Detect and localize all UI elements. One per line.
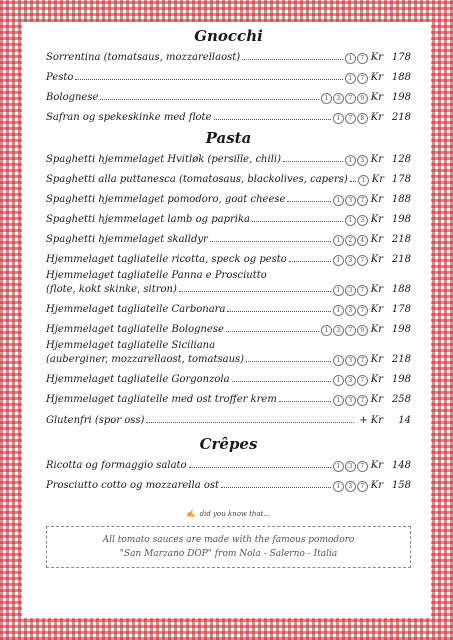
menu-item xyxy=(46,368,411,388)
allergen-list xyxy=(333,305,368,316)
menu-item-price: 198 xyxy=(391,374,411,385)
allergen-icon: 3 xyxy=(345,355,356,366)
allergen-list xyxy=(333,461,368,472)
menu-item-name: Spaghetti hjemmelaget skalldyr xyxy=(46,234,208,245)
allergen-icon: 1 xyxy=(345,53,356,64)
menu-item-price: 188 xyxy=(391,284,411,295)
allergen-icon: 1 xyxy=(333,195,344,206)
menu-item-name: Spaghetti hjemmelaget Hvitløk (persille, chili) xyxy=(46,154,281,165)
currency-label: Kr xyxy=(370,394,383,405)
section-crepes xyxy=(46,434,411,494)
menu-item-name: Hjemmelaget tagliatelle Gorgonzola xyxy=(46,374,230,385)
section-pasta xyxy=(46,128,411,428)
allergen-list xyxy=(345,215,368,226)
note-line-1: All tomato sauces are made with the famous pomodoro xyxy=(102,535,355,545)
menu-item-price: 188 xyxy=(391,194,411,205)
allergen-list xyxy=(333,195,368,206)
allergen-icon: 7 xyxy=(345,325,356,336)
currency-label: Kr xyxy=(370,194,383,205)
menu-item-name: Prosciutto cotto og mozzarella ost xyxy=(46,480,220,491)
allergen-icon: 7 xyxy=(357,255,368,266)
menu-item-line xyxy=(46,174,411,186)
menu-item xyxy=(46,228,411,248)
menu-page xyxy=(22,22,431,618)
section-title-crepes: Crêpes xyxy=(199,435,258,453)
menu-item-line xyxy=(46,194,411,206)
menu-item-line xyxy=(46,324,411,336)
allergen-icon: 1 xyxy=(321,325,332,336)
currency-label: Kr xyxy=(371,174,385,185)
menu-item xyxy=(46,168,411,188)
dot-leader xyxy=(189,467,331,468)
currency-label: Kr xyxy=(370,154,383,165)
menu-item-name: Bolognese xyxy=(46,92,99,103)
menu-item-line xyxy=(46,52,411,64)
dot-leader xyxy=(227,311,330,312)
allergen-icon: 1 xyxy=(333,235,344,246)
note-lead-text: did you know that... xyxy=(199,510,271,518)
allergen-icon: 1 xyxy=(333,305,344,316)
allergen-icon: 3 xyxy=(345,395,356,406)
dot-leader xyxy=(283,161,343,162)
dot-leader xyxy=(289,261,331,262)
dot-leader xyxy=(252,221,343,222)
allergen-icon: 3 xyxy=(333,325,344,336)
allergen-icon: 3 xyxy=(333,93,344,104)
menu-item-name: (flote, kokt skinke, sitron) xyxy=(46,284,177,295)
dot-leader xyxy=(75,79,342,80)
menu-item-price: 14 xyxy=(398,415,411,426)
menu-item xyxy=(46,148,411,168)
currency-label: Kr xyxy=(370,324,383,335)
menu-item-price: 258 xyxy=(391,394,411,405)
allergen-icon: 1 xyxy=(358,175,369,186)
menu-item xyxy=(46,298,411,318)
menu-content xyxy=(46,26,411,568)
menu-item xyxy=(46,338,411,368)
menu-item-price: 178 xyxy=(391,52,411,63)
allergen-list xyxy=(333,375,368,386)
menu-item-price: 198 xyxy=(391,214,411,225)
section-title-pasta: Pasta xyxy=(205,129,252,147)
menu-item-price: 218 xyxy=(391,112,411,123)
menu-item-price: 178 xyxy=(391,304,411,315)
currency-label: Kr xyxy=(370,374,383,385)
allergen-icon: 7 xyxy=(357,375,368,386)
dot-leader xyxy=(210,241,331,242)
allergen-icon: 1 xyxy=(333,255,344,266)
currency-label: Kr xyxy=(370,214,383,225)
menu-item-line xyxy=(46,254,411,266)
allergen-icon: 1 xyxy=(333,481,344,492)
menu-item-name: Sorrentina (tomatsaus, mozzarellaost) xyxy=(46,52,241,63)
allergen-icon: 2 xyxy=(345,235,356,246)
dot-leader xyxy=(221,487,331,488)
currency-label: Kr xyxy=(370,92,383,103)
allergen-icon: 9 xyxy=(357,93,368,104)
menu-item-price: 198 xyxy=(391,92,411,103)
section-gnocchi xyxy=(46,26,411,126)
menu-item-line xyxy=(46,304,411,316)
dot-leader xyxy=(226,331,319,332)
currency-label: Kr xyxy=(370,354,383,365)
allergen-icon: 3 xyxy=(345,375,356,386)
allergen-icon: 1 xyxy=(321,93,332,104)
menu-item xyxy=(46,46,411,66)
allergen-icon: 3 xyxy=(357,155,368,166)
menu-item-name: Glutenfri (spor oss) xyxy=(46,415,145,426)
allergen-list xyxy=(345,155,368,166)
menu-item-price: 148 xyxy=(391,460,411,471)
allergen-icon: 3 xyxy=(345,305,356,316)
allergen-list xyxy=(333,481,368,492)
allergen-icon: 3 xyxy=(357,215,368,226)
menu-item xyxy=(46,66,411,86)
menu-item-line xyxy=(46,354,411,366)
allergen-icon: 1 xyxy=(333,285,344,296)
allergen-icon: 7 xyxy=(345,93,356,104)
menu-item-price: 188 xyxy=(391,72,411,83)
menu-item-price: 128 xyxy=(391,154,411,165)
note-box xyxy=(46,526,411,568)
allergen-icon: 3 xyxy=(345,255,356,266)
pencil-icon: ✍ xyxy=(186,510,196,518)
allergen-icon: 7 xyxy=(357,73,368,84)
gnocchi-list xyxy=(46,46,411,126)
crepes-list xyxy=(46,454,411,494)
menu-item-line xyxy=(46,214,411,226)
menu-item-name-top: Hjemmelaget tagliatelle Siciliana xyxy=(46,340,216,351)
dot-leader xyxy=(100,99,318,100)
menu-item-name: Pesto xyxy=(46,72,74,83)
menu-item-line xyxy=(46,480,411,492)
dot-leader xyxy=(179,291,331,292)
allergen-icon: 7 xyxy=(357,195,368,206)
menu-item xyxy=(46,86,411,106)
dot-leader xyxy=(279,401,331,402)
menu-item-price: 178 xyxy=(391,174,411,185)
allergen-icon: 1 xyxy=(333,395,344,406)
menu-item xyxy=(46,188,411,208)
menu-item-line xyxy=(46,374,411,386)
menu-item xyxy=(46,318,411,338)
dot-leader xyxy=(214,119,331,120)
menu-item-name: Hjemmelaget tagliatelle Carbonara xyxy=(46,304,226,315)
menu-item-price: 218 xyxy=(391,254,411,265)
allergen-list xyxy=(333,113,368,124)
allergen-list xyxy=(345,73,368,84)
dot-leader xyxy=(146,422,354,423)
currency-label: Kr xyxy=(370,72,383,83)
allergen-list xyxy=(321,325,368,336)
currency-label: Kr xyxy=(370,284,383,295)
currency-label: Kr xyxy=(370,460,383,471)
dot-leader xyxy=(287,201,330,202)
note-line-2: "San Marzano DOP" from Nola - Salerno - Italia xyxy=(119,549,338,559)
menu-item-price: 158 xyxy=(391,480,411,491)
menu-item xyxy=(46,248,411,268)
menu-item-line xyxy=(46,394,411,406)
menu-item-name: (auberginer, mozzarellaost, tomatsaus) xyxy=(46,354,245,365)
allergen-list xyxy=(345,53,368,64)
allergen-list xyxy=(358,175,369,186)
allergen-list xyxy=(333,355,368,366)
menu-item xyxy=(46,106,411,126)
allergen-list xyxy=(333,285,368,296)
allergen-icon: 7 xyxy=(357,461,368,472)
currency-label: Kr xyxy=(370,52,383,63)
menu-item xyxy=(46,268,411,298)
allergen-list xyxy=(333,395,368,406)
allergen-icon: 9 xyxy=(357,325,368,336)
menu-item-name: Safran og spekeskinke med flote xyxy=(46,112,212,123)
allergen-icon: 3 xyxy=(345,481,356,492)
allergen-icon: 1 xyxy=(345,215,356,226)
section-title-gnocchi: Gnocchi xyxy=(194,27,263,45)
allergen-icon: 1 xyxy=(333,355,344,366)
allergen-icon: 3 xyxy=(345,461,356,472)
allergen-icon: 1 xyxy=(333,461,344,472)
currency-label: + Kr xyxy=(359,415,383,426)
allergen-icon: 1 xyxy=(345,73,356,84)
pasta-list xyxy=(46,148,411,428)
menu-item-line xyxy=(46,92,411,104)
currency-label: Kr xyxy=(370,254,383,265)
allergen-icon: 7 xyxy=(357,285,368,296)
allergen-icon: 7 xyxy=(357,53,368,64)
currency-label: Kr xyxy=(370,304,383,315)
note-lead xyxy=(46,510,411,522)
dot-leader xyxy=(246,361,331,362)
menu-item xyxy=(46,474,411,494)
allergen-icon: 7 xyxy=(357,355,368,366)
menu-item-price: 218 xyxy=(391,234,411,245)
allergen-icon: 3 xyxy=(345,285,356,296)
allergen-icon: 1 xyxy=(333,113,344,124)
allergen-icon: 7 xyxy=(357,305,368,316)
menu-item-name: Spaghetti alla puttanesca (tomatosaus, blackolives, capers) xyxy=(46,174,348,185)
menu-item xyxy=(46,388,411,408)
allergen-icon: 7 xyxy=(357,481,368,492)
allergen-icon: 3 xyxy=(345,195,356,206)
allergen-list xyxy=(333,255,368,266)
menu-item-line xyxy=(46,284,411,296)
allergen-icon: 7 xyxy=(357,395,368,406)
menu-item-line xyxy=(46,234,411,246)
currency-label: Kr xyxy=(370,234,383,245)
currency-label: Kr xyxy=(370,480,383,491)
allergen-icon: 4 xyxy=(357,235,368,246)
allergen-icon: 7 xyxy=(345,113,356,124)
menu-item-line xyxy=(46,154,411,166)
allergen-list xyxy=(333,235,368,246)
allergen-icon: 1 xyxy=(345,155,356,166)
menu-item xyxy=(46,408,411,428)
dot-leader xyxy=(232,381,331,382)
menu-item-line xyxy=(46,72,411,84)
menu-item-name: Spaghetti hjemmelaget lamb og paprika xyxy=(46,214,250,225)
allergen-icon: 8 xyxy=(357,113,368,124)
menu-item-price: 198 xyxy=(391,324,411,335)
allergen-list xyxy=(321,93,368,104)
currency-label: Kr xyxy=(370,112,383,123)
allergen-icon: 1 xyxy=(333,375,344,386)
menu-item-name: Ricotta og formaggio salato xyxy=(46,460,187,471)
menu-item-name: Spaghetti hjemmelaget pomodoro, goat cheese xyxy=(46,194,286,205)
menu-item-line xyxy=(46,415,411,426)
dot-leader xyxy=(242,59,343,60)
menu-item-line xyxy=(46,460,411,472)
dot-leader xyxy=(350,181,356,182)
menu-item-line xyxy=(46,112,411,124)
menu-item-name: Hjemmelaget tagliatelle ricotta, speck og pesto xyxy=(46,254,287,265)
menu-item xyxy=(46,454,411,474)
menu-item-name: Hjemmelaget tagliatelle Bolognese xyxy=(46,324,224,335)
menu-item-name: Hjemmelaget tagliatelle med ost troffer krem xyxy=(46,394,277,405)
menu-item-name-top: Hjemmelaget tagliatelle Panna e Prosciutto xyxy=(46,270,267,281)
menu-item xyxy=(46,208,411,228)
menu-item-price: 218 xyxy=(391,354,411,365)
